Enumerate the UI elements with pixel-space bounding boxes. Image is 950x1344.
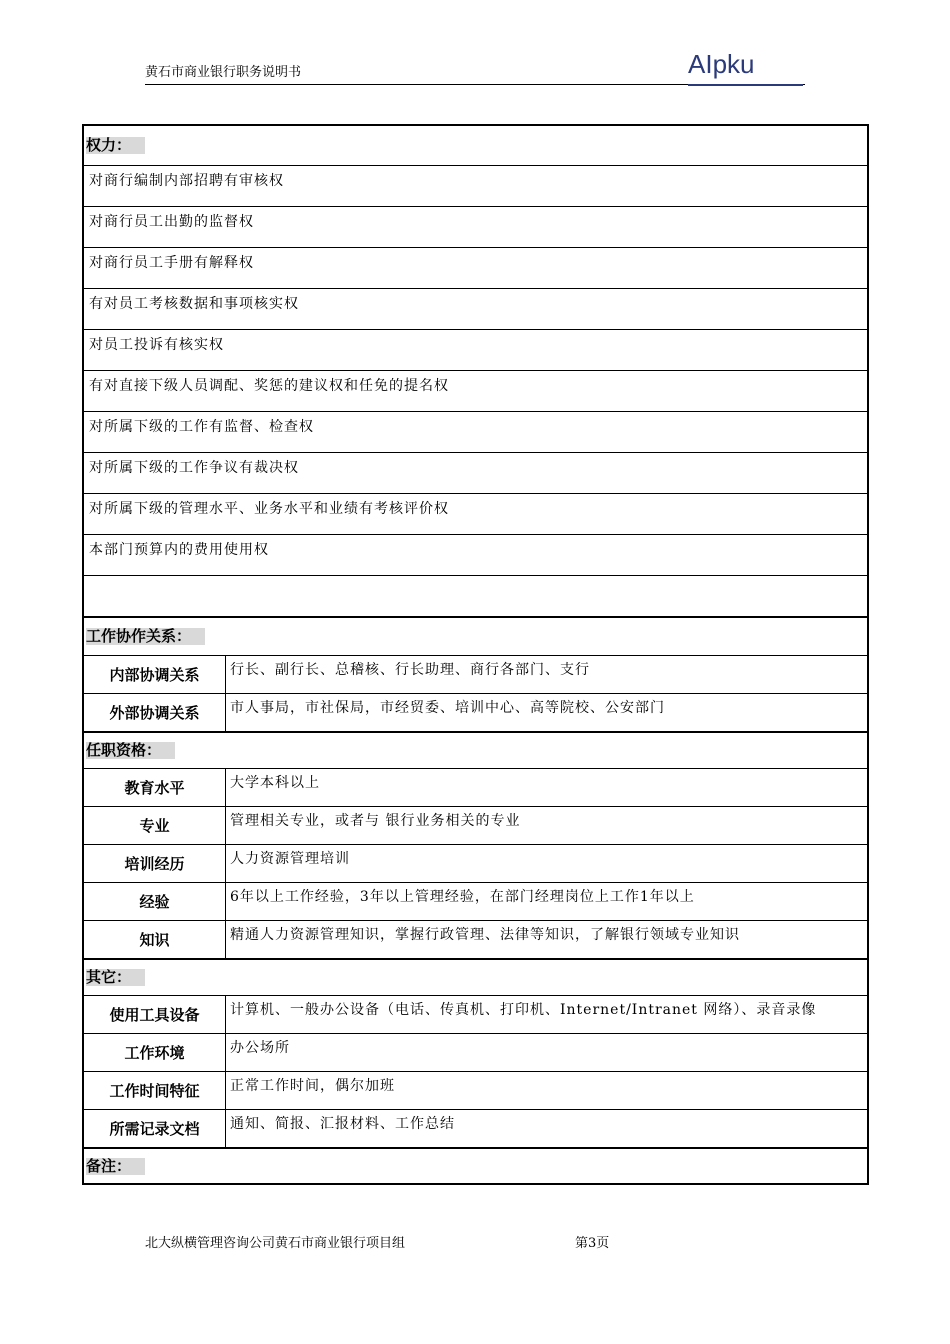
row-value: 办公场所 [230,1040,290,1056]
section-other [84,958,867,995]
row-value: 管理相关专业，或者与 银行业务相关的专业 [230,813,521,829]
row-label: 经验 [84,883,226,920]
section-cooperation [84,616,867,655]
row-value: 大学本科以上 [230,775,320,791]
authority-item-empty [84,575,867,616]
row-label: 知识 [84,921,226,958]
row-label: 工作时间特征 [84,1072,226,1109]
other-row [84,995,867,1033]
authority-text: 对商行编制内部招聘有审核权 [89,173,284,189]
authority-text [84,576,89,580]
row-label: 培训经历 [84,845,226,882]
authority-text: 有对员工考核数据和事项核实权 [89,296,299,312]
authority-item [84,534,867,575]
authority-item [84,247,867,288]
row-value: 行长、副行长、总稽核、行长助理、商行各部门、支行 [230,662,590,678]
qualification-row [84,806,867,844]
authority-text: 有对直接下级人员调配、奖惩的建议权和任免的提名权 [89,378,449,394]
qualification-row [84,768,867,806]
authority-item [84,206,867,247]
row-label: 专业 [84,807,226,844]
authority-item [84,370,867,411]
document-title: 黄石市商业银行职务说明书 [145,65,302,80]
cooperation-row [84,655,867,693]
section-title: 备注： [86,1158,145,1175]
footer-company: 北大纵横管理咨询公司黄石市商业银行项目组 [145,1236,406,1251]
row-label: 外部协调关系 [84,694,226,731]
authority-item [84,329,867,370]
row-label: 使用工具设备 [84,996,226,1033]
section-title: 权力： [86,137,145,154]
row-value: 通知、简报、汇报材料、工作总结 [230,1116,455,1132]
qualification-row [84,920,867,958]
authority-item [84,165,867,206]
row-label: 工作环境 [84,1034,226,1071]
other-row [84,1033,867,1071]
row-value: 正常工作时间，偶尔加班 [230,1078,395,1094]
logo-text: AIpku [688,49,755,79]
section-title: 其它： [86,969,145,986]
row-label: 所需记录文档 [84,1110,226,1147]
row-label: 内部协调关系 [84,656,226,693]
page-header [145,49,805,85]
authority-text: 对商行员工出勤的监督权 [89,214,254,230]
row-value: 计算机、一般办公设备（电话、传真机、打印机、Internet/Intranet 网络）、录音录像 [230,1002,817,1018]
job-description-table [82,124,869,1185]
authority-item [84,452,867,493]
section-authority [84,126,867,165]
authority-text: 对所属下级的工作有监督、检查权 [89,419,314,435]
authority-text: 对所属下级的工作争议有裁决权 [89,460,299,476]
other-row [84,1071,867,1109]
authority-item [84,288,867,329]
logo-underline [688,84,803,86]
authority-text: 对所属下级的管理水平、业务水平和业绩有考核评价权 [89,501,449,517]
section-qualifications [84,731,867,768]
row-value: 人力资源管理培训 [230,851,350,867]
authority-item [84,493,867,534]
authority-text: 本部门预算内的费用使用权 [89,542,269,558]
qualification-row [84,882,867,920]
row-value: 精通人力资源管理知识，掌握行政管理、法律等知识，了解银行领域专业知识 [230,927,740,943]
row-value: 市人事局，市社保局，市经贸委、培训中心、高等院校、公安部门 [230,700,665,716]
authority-item [84,411,867,452]
section-title: 工作协作关系： [86,628,205,645]
cooperation-row [84,693,867,731]
row-label: 教育水平 [84,769,226,806]
company-logo [688,49,803,86]
page-number: 第3页 [575,1236,610,1251]
section-title: 任职资格： [86,742,175,759]
qualification-row [84,844,867,882]
other-row [84,1109,867,1147]
authority-text: 对商行员工手册有解释权 [89,255,254,271]
authority-text: 对员工投诉有核实权 [89,337,224,353]
row-value: 6年以上工作经验，3年以上管理经验，在部门经理岗位上工作1年以上 [230,889,695,905]
section-remarks [84,1147,867,1183]
